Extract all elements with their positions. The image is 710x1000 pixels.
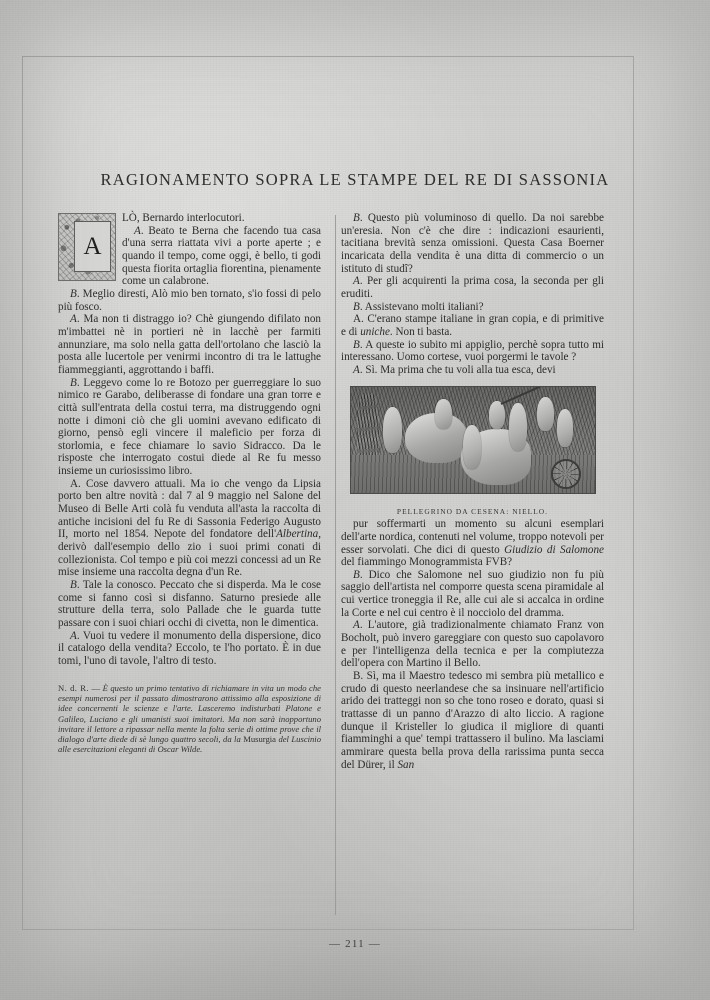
paragraph-albertina xyxy=(58,478,321,579)
paragraph-text-tail: . Non ti basta. xyxy=(389,325,453,338)
paragraph: A. Beato te Berna che facendo tua casa d'una serra riattata vivi a porte aperte ; e quando il tempo, come oggi, è bello, ti godi questa fiorita ortaglia fiorentina, pienamente come un calabrone. xyxy=(122,224,321,288)
dialogue-speaker: A xyxy=(70,629,77,642)
italic-word-uniche: uniche xyxy=(360,325,390,338)
engraving-plate-image xyxy=(350,386,596,494)
paragraph-salomone xyxy=(341,518,604,569)
figure-caption: PELLEGRINO DA CESENA: NIELLO. xyxy=(396,506,549,516)
dialogue-speaker: B xyxy=(353,338,360,351)
dialogue-speaker: A xyxy=(353,619,360,632)
paragraph-uniche xyxy=(341,313,604,338)
engraving-figure-4 xyxy=(489,401,505,429)
paragraph-text-tail: , derivò dall'esempio dello zio i suoi primi conati di collezionista. Col tempo e più coi mezzi concessi ad un Re mise insieme una raccolta degna d'un Re. xyxy=(58,528,321,579)
footnote-text-tail: del Luscinio alle esercitazioni eleganti di Oscar Wilde. xyxy=(58,734,321,755)
left-text-column xyxy=(58,212,321,755)
paragraph: A. Sì. Ma prima che tu voli alla tua esca, devi xyxy=(353,363,556,376)
paragraph: B. Meglio diresti, Alò mio ben tornato, s'io fossi di pelo più fosco. xyxy=(58,287,321,313)
dialogue-speaker: B xyxy=(70,579,77,592)
paragraph: A. Ma non ti distraggo io? Chè giungendo difilato non m'imbattei nè in portieri nè in lacchè per farmiti annunziare, ma solo nella gatta dell'ortolano che lasciò la posta alle lucertole per venirmi incontro di tra le lattughe fiammeggianti, aggrottando i baffi. xyxy=(58,313,321,376)
italic-title-giudizio: Giudizio di Salomone xyxy=(504,543,604,556)
dialogue-speaker: B xyxy=(353,212,360,224)
paragraph: B. Dico che Salomone nel suo giudizio non fu più saggio dell'artista nel comporre questa scena piramidale al cui vertice troneggia il Re, alle cui ale si accalca in ordine la Corte e nel cui centro è il nocciolo del dramma. xyxy=(341,568,604,619)
paragraph-text: pur soffermarti un momento su alcuni esemplari dell'arte nordica, contenuti nel volume, troppo notevoli per esser sorvolati. Che dici di questo xyxy=(341,518,604,556)
footnote-text: È questo un primo tentativo di richiamare in vita un modo che esempi numerosi per il passato dimostrarono attissimo alla esposizione di idee concernenti le scienze e l'arte. Lasceremo indisturbati Platone e Galileo, Luciano e gli umanisti suoi imitatori. Ma non sarà inopportuno invitare il lettore a ripassar nella mente la folta serie di ottime prove che il dialogo d'arte diede di sè lungo quattro secoli, da la xyxy=(58,682,321,745)
paragraph: B. Leggevo come lo re Botozo per guerreggiare lo suo nimico re Garabo, deliberasse di fondare una gran torre e città sull'entrata della costui terra, ma distruggendo ogni notte i dimoni ciò che gli uomini avevano edificato di giorno, pensò egli vincere il maleficio per forza di storlomia, e fece chiamare lo savio Sidracco. Da le risposte che interrogato costui diede al Re fu messo insieme un curiosissimo libro. xyxy=(58,376,321,478)
engraving-figure-5 xyxy=(509,403,527,451)
right-text-column xyxy=(341,212,604,771)
paragraph-san xyxy=(341,670,604,771)
dialogue-speaker: A xyxy=(70,313,77,326)
dialogue-speaker: B xyxy=(70,376,77,389)
italic-title-san: San xyxy=(397,758,415,771)
paragraph: A. Per gli acquirenti la prima cosa, la seconda per gli eruditi. xyxy=(341,275,604,300)
page-number: — 211 — xyxy=(329,938,381,950)
paragraph: B. A queste io subito mi appiglio, perchè sopra tutto mi interessano. Uomo cortese, vuoi porgermi le tavole ? xyxy=(341,338,604,364)
dialogue-speaker: B xyxy=(353,300,360,313)
paragraph: B. Questo più voluminoso di quello. Da noi sarebbe un'eresia. Non c'è che dire : indicazioni esaurienti, tacitiana brevità senza omissioni. Questa Casa Boerner incaricata della vendita è una ditta di commercio o un istituto di studî? xyxy=(341,212,604,275)
dialogue-speaker: B xyxy=(353,568,360,581)
editor-footnote xyxy=(58,677,321,755)
initial-letter-box xyxy=(74,221,111,272)
engraving-figure-7 xyxy=(557,409,573,447)
footnote-work-musurgia: Musurgia xyxy=(243,734,276,745)
dialogue-speaker: A xyxy=(353,275,360,288)
dialogue-speaker: B xyxy=(70,287,77,300)
page-title: RAGIONAMENTO SOPRA LE STAMPE DEL RE DI SASSONIA xyxy=(100,170,610,189)
paragraph: B. Tale la conosco. Peccato che si disperda. Ma le cose come si fanno così si disfanno. Saturno presiede alle strutture della terra, solo Pallade che le guarda tutte passare con i suoi chiari occhi di civetta, non le dimentica. xyxy=(58,579,321,629)
engraving-tree xyxy=(357,393,379,455)
initial-letter: A xyxy=(83,233,102,260)
footnote-dash: — xyxy=(91,682,101,693)
paragraph-text: A. C'erano stampe italiane in gran copia, e di primitive e di xyxy=(341,313,604,338)
decorated-initial-ornament xyxy=(58,213,116,281)
paragraph: A. L'autore, già tradizionalmente chiamato Franz von Bocholt, può invero gareggiare con questo suo capolavoro e per l'intelligenza della tecnica e per la compiutezza dell'opera con Martino il Bello. xyxy=(341,619,604,670)
figure-niello xyxy=(341,386,604,519)
paragraph: A. Vuoi tu vedere il monumento della dispersione, dico il catalogo della vendita? Eccolo, te l'ho portato. È in due tomi, l'uno di tavole, l'altro di testo. xyxy=(58,629,321,667)
footnote-label: N. d. R. xyxy=(58,682,89,693)
paragraph-text: A. Cose davvero attuali. Ma io che vengo da Lipsia porto ben altre novità : dal 7 al 9 maggio nel Salone del Museo di Belle Arti colà fu venduta all'asta la raccolta di antiche incisioni del fu Re di Sassonia Federigo Augusto II, morto nel 1854. Nepote del fondatore dell' xyxy=(58,477,321,541)
engraving-figure-3 xyxy=(463,425,481,469)
dialogue-speaker: A xyxy=(353,363,360,376)
dialogue-speaker: A xyxy=(134,224,141,237)
paragraph: LÒ, Bernardo interlocutori. xyxy=(122,212,245,224)
engraving-figure-2 xyxy=(435,399,452,429)
italic-title-albertina: Albertina xyxy=(276,528,319,541)
paragraph-text-tail: del fiammingo Monogrammista FVB? xyxy=(341,556,513,569)
paragraph-text: B. Sì, ma il Maestro tedesco mi sembra più metallico e crudo di questo neerlandese che sa insinuare nell'artificio arido dei tratteggi non so che tono roseo e dorato, quasi si trattasse di un panno d'Arazzo di alto liccio. A ragione dunque il Kristeller lo giudica il migliore di quanti fiamminghi a que' tempi trattassero il bulino. Ma lasciami ammirare questa bella prova della rarissima punta secca del Dürer, il xyxy=(341,670,604,771)
engraving-figure-6 xyxy=(537,397,554,431)
engraving-chariot-wheel xyxy=(551,459,581,489)
column-divider-rule xyxy=(335,215,336,915)
engraving-figure-1 xyxy=(383,407,402,453)
paragraph: B. Assistevano molti italiani? xyxy=(353,300,484,313)
